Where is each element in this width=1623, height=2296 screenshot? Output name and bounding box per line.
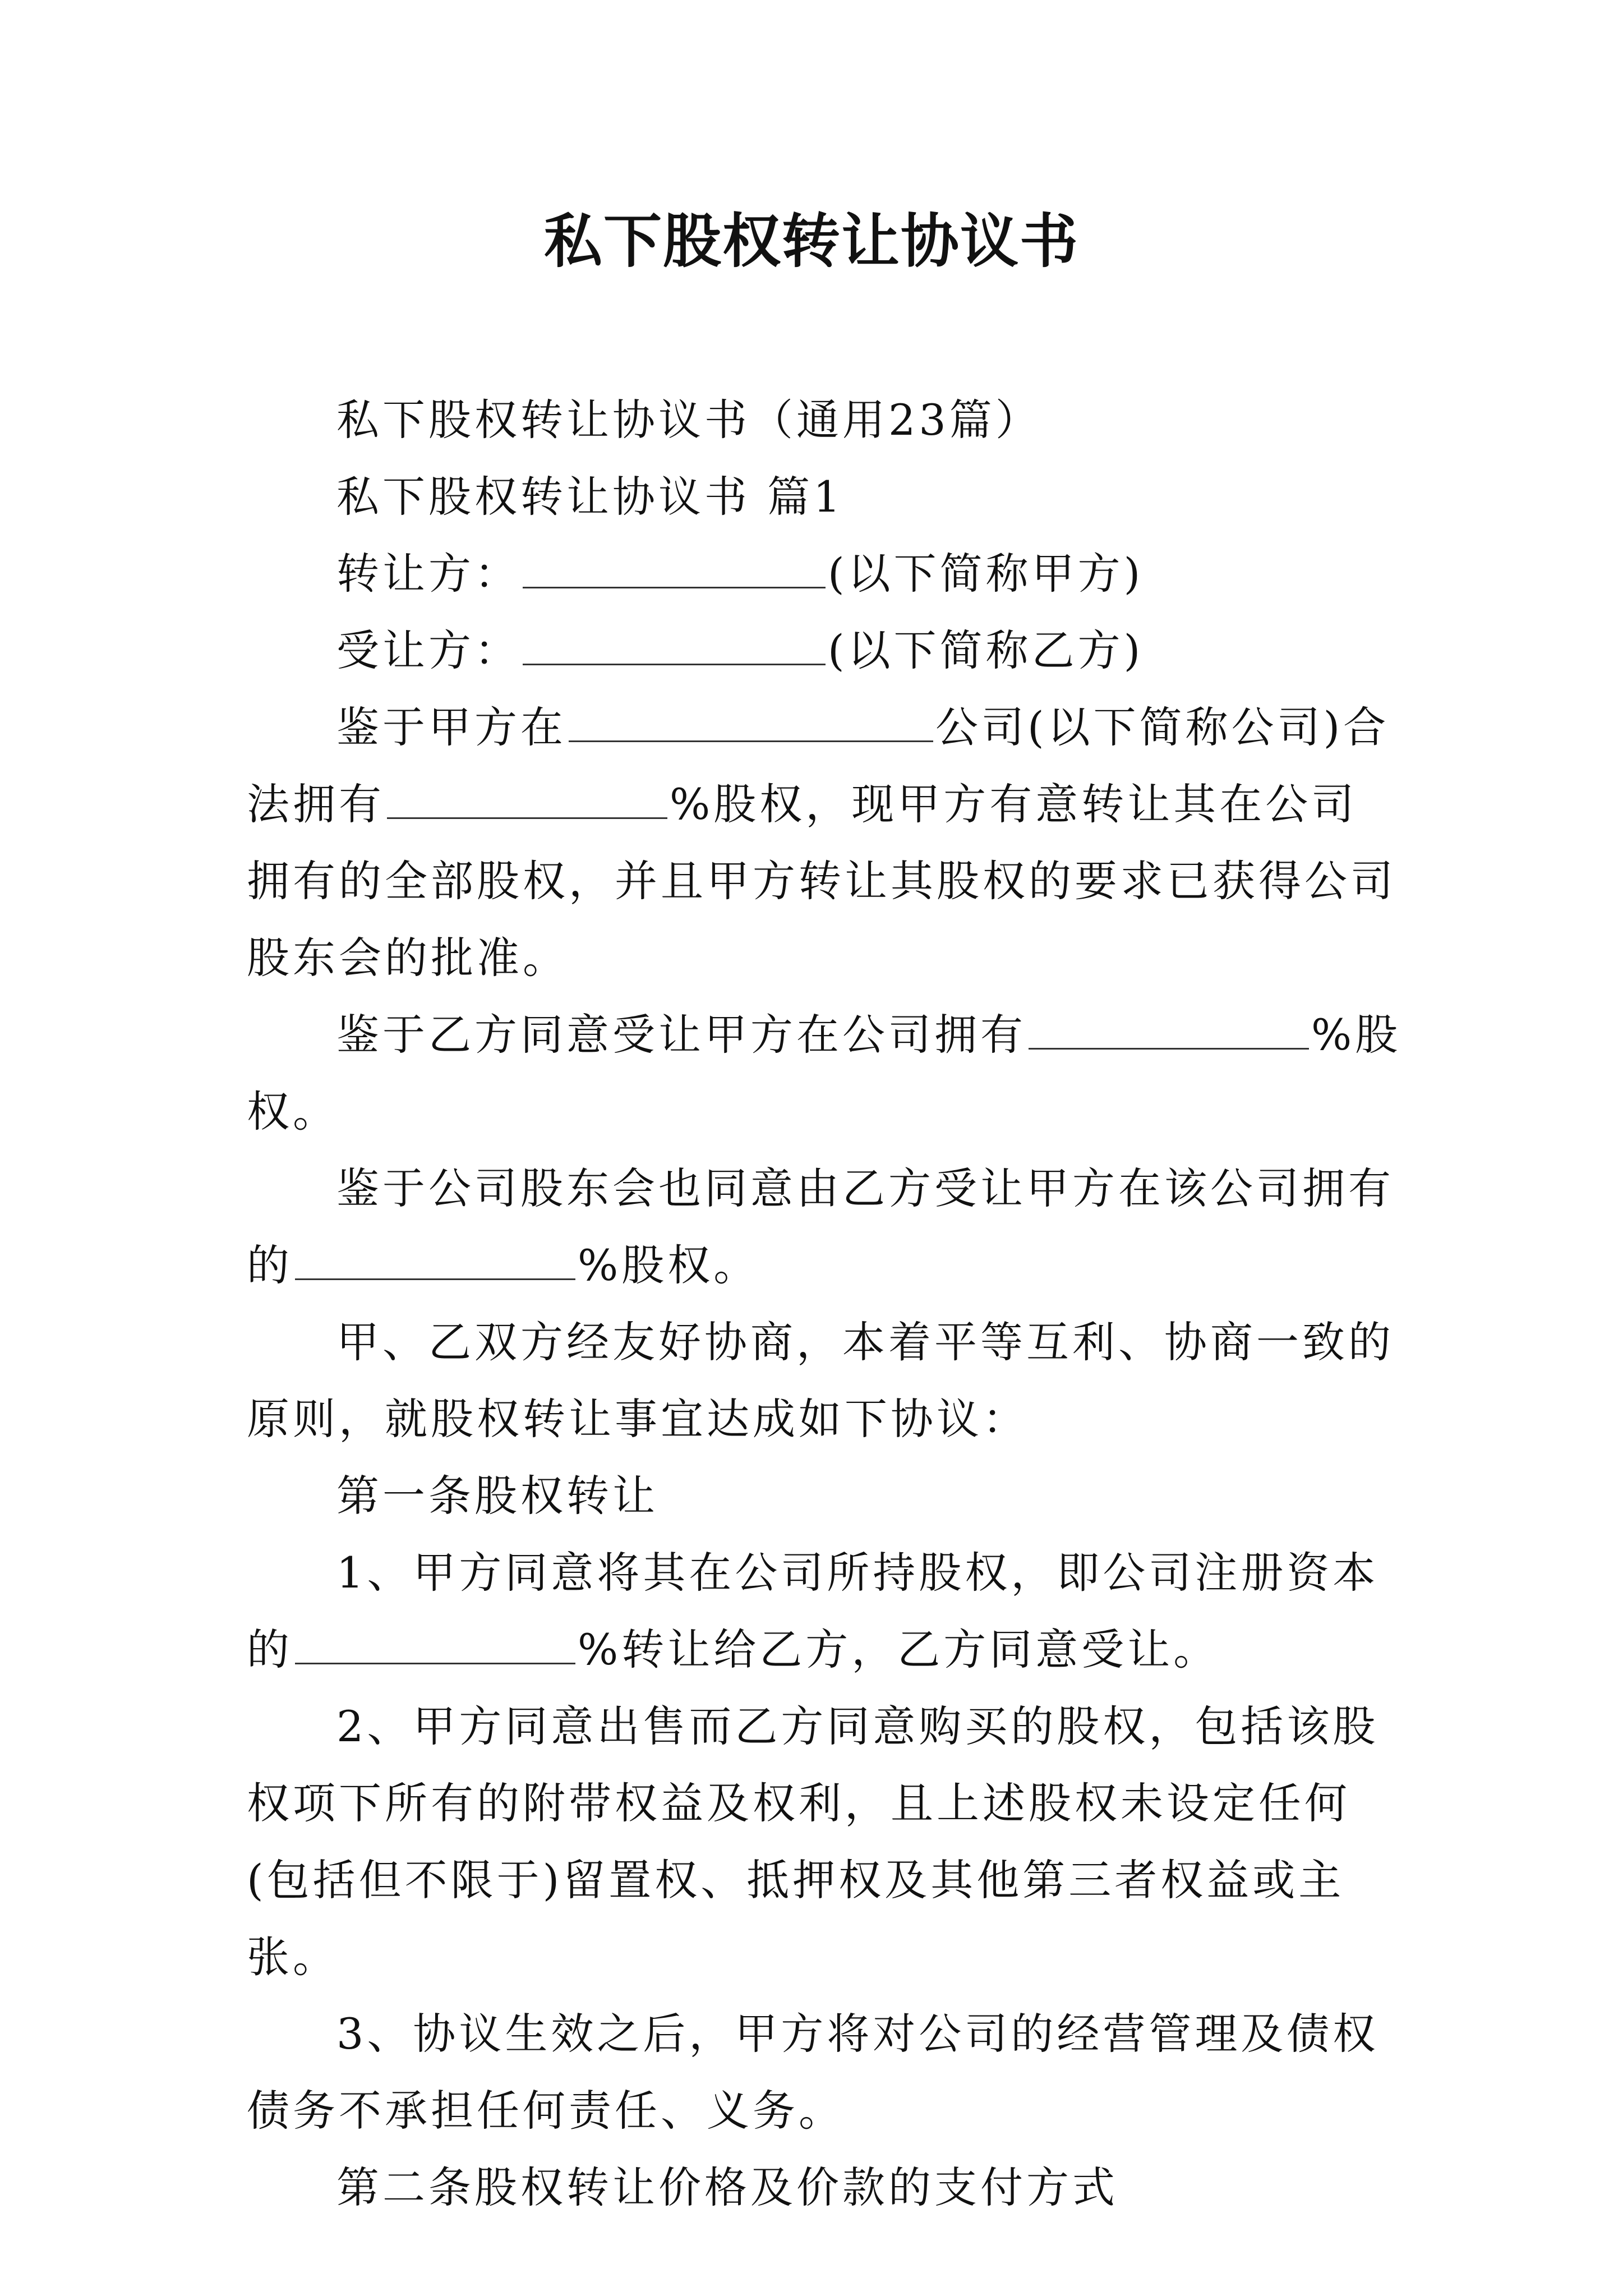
document-title: 私下股权转让协议书 [543, 207, 1079, 275]
transferee-label: 受让方： [336, 625, 520, 675]
equity-percent-blank [387, 778, 667, 819]
paragraph-4 [247, 1304, 1402, 1457]
item1-percent-blank [295, 1623, 575, 1664]
para2-text-b: %股权。 [247, 1010, 1401, 1137]
article-2-title [247, 2149, 1402, 2226]
document-body [247, 381, 1402, 2226]
para1-text-b: 公司(以下简称公司)合法拥有 [247, 702, 1390, 829]
paragraph-1 [247, 689, 1402, 996]
transferee-suffix: (以下简称乙方) [828, 625, 1144, 675]
para2-text-a: 鉴于乙方同意受让甲方在公司拥有 [336, 1010, 1026, 1060]
transferor-blank [523, 547, 826, 588]
para4-text: 甲、乙双方经友好协商，本着平等互利、协商一致的原则，就股权转让事宜达成如下协议： [247, 1317, 1394, 1444]
paragraph-2 [247, 996, 1402, 1150]
document-subtitle [247, 381, 1402, 458]
item2-text: 2、甲方同意出售而乙方同意购买的股权，包括该股权项下所有的附带权益及权利，且上述股权未设定任何(包括但不限于)留置权、抵押权及其他第三者权益或主张。 [247, 1701, 1379, 1982]
article-1-title [247, 1457, 1402, 1534]
section-heading-text: 私下股权转让协议书 篇1 [336, 472, 844, 522]
item1-text-b: %转让给乙方，乙方同意受让。 [578, 1625, 1220, 1674]
item3-text: 3、协议生效之后，甲方将对公司的经营管理及债权债务不承担任何责任、义务。 [247, 2009, 1379, 2136]
para3-percent-blank [295, 1239, 575, 1280]
item-1 [247, 1534, 1402, 1688]
para3-text-a: 鉴于公司股东会也同意由乙方受让甲方在该公司拥有的 [247, 1163, 1394, 1290]
transferor-line [247, 535, 1402, 612]
subtitle-text: 私下股权转让协议书（通用23篇） [336, 395, 1041, 445]
transferee-line [247, 612, 1402, 689]
section-heading [247, 458, 1402, 535]
transferor-suffix: (以下简称甲方) [828, 549, 1144, 599]
company-name-blank [569, 701, 933, 742]
transferee-blank [523, 624, 826, 665]
paragraph-3 [247, 1150, 1402, 1304]
transferor-label: 转让方： [336, 549, 520, 599]
item-2 [247, 1688, 1402, 1995]
para2-percent-blank [1029, 1009, 1309, 1050]
para3-text-b: %股权。 [578, 1240, 760, 1290]
para1-text-a: 鉴于甲方在 [336, 702, 566, 752]
item-3 [247, 1995, 1402, 2149]
item1-text-a: 1、甲方同意将其在公司所持股权，即公司注册资本的 [247, 1548, 1379, 1674]
article2-title-text: 第二条股权转让价格及价款的支付方式 [336, 2162, 1118, 2212]
article1-title-text: 第一条股权转让 [336, 1471, 658, 1521]
para1-text-c: %股权，现甲方有意转让其在公司拥有的全部股权，并且甲方转让其股权的要求已获得公司股东会的批准。 [247, 779, 1396, 983]
